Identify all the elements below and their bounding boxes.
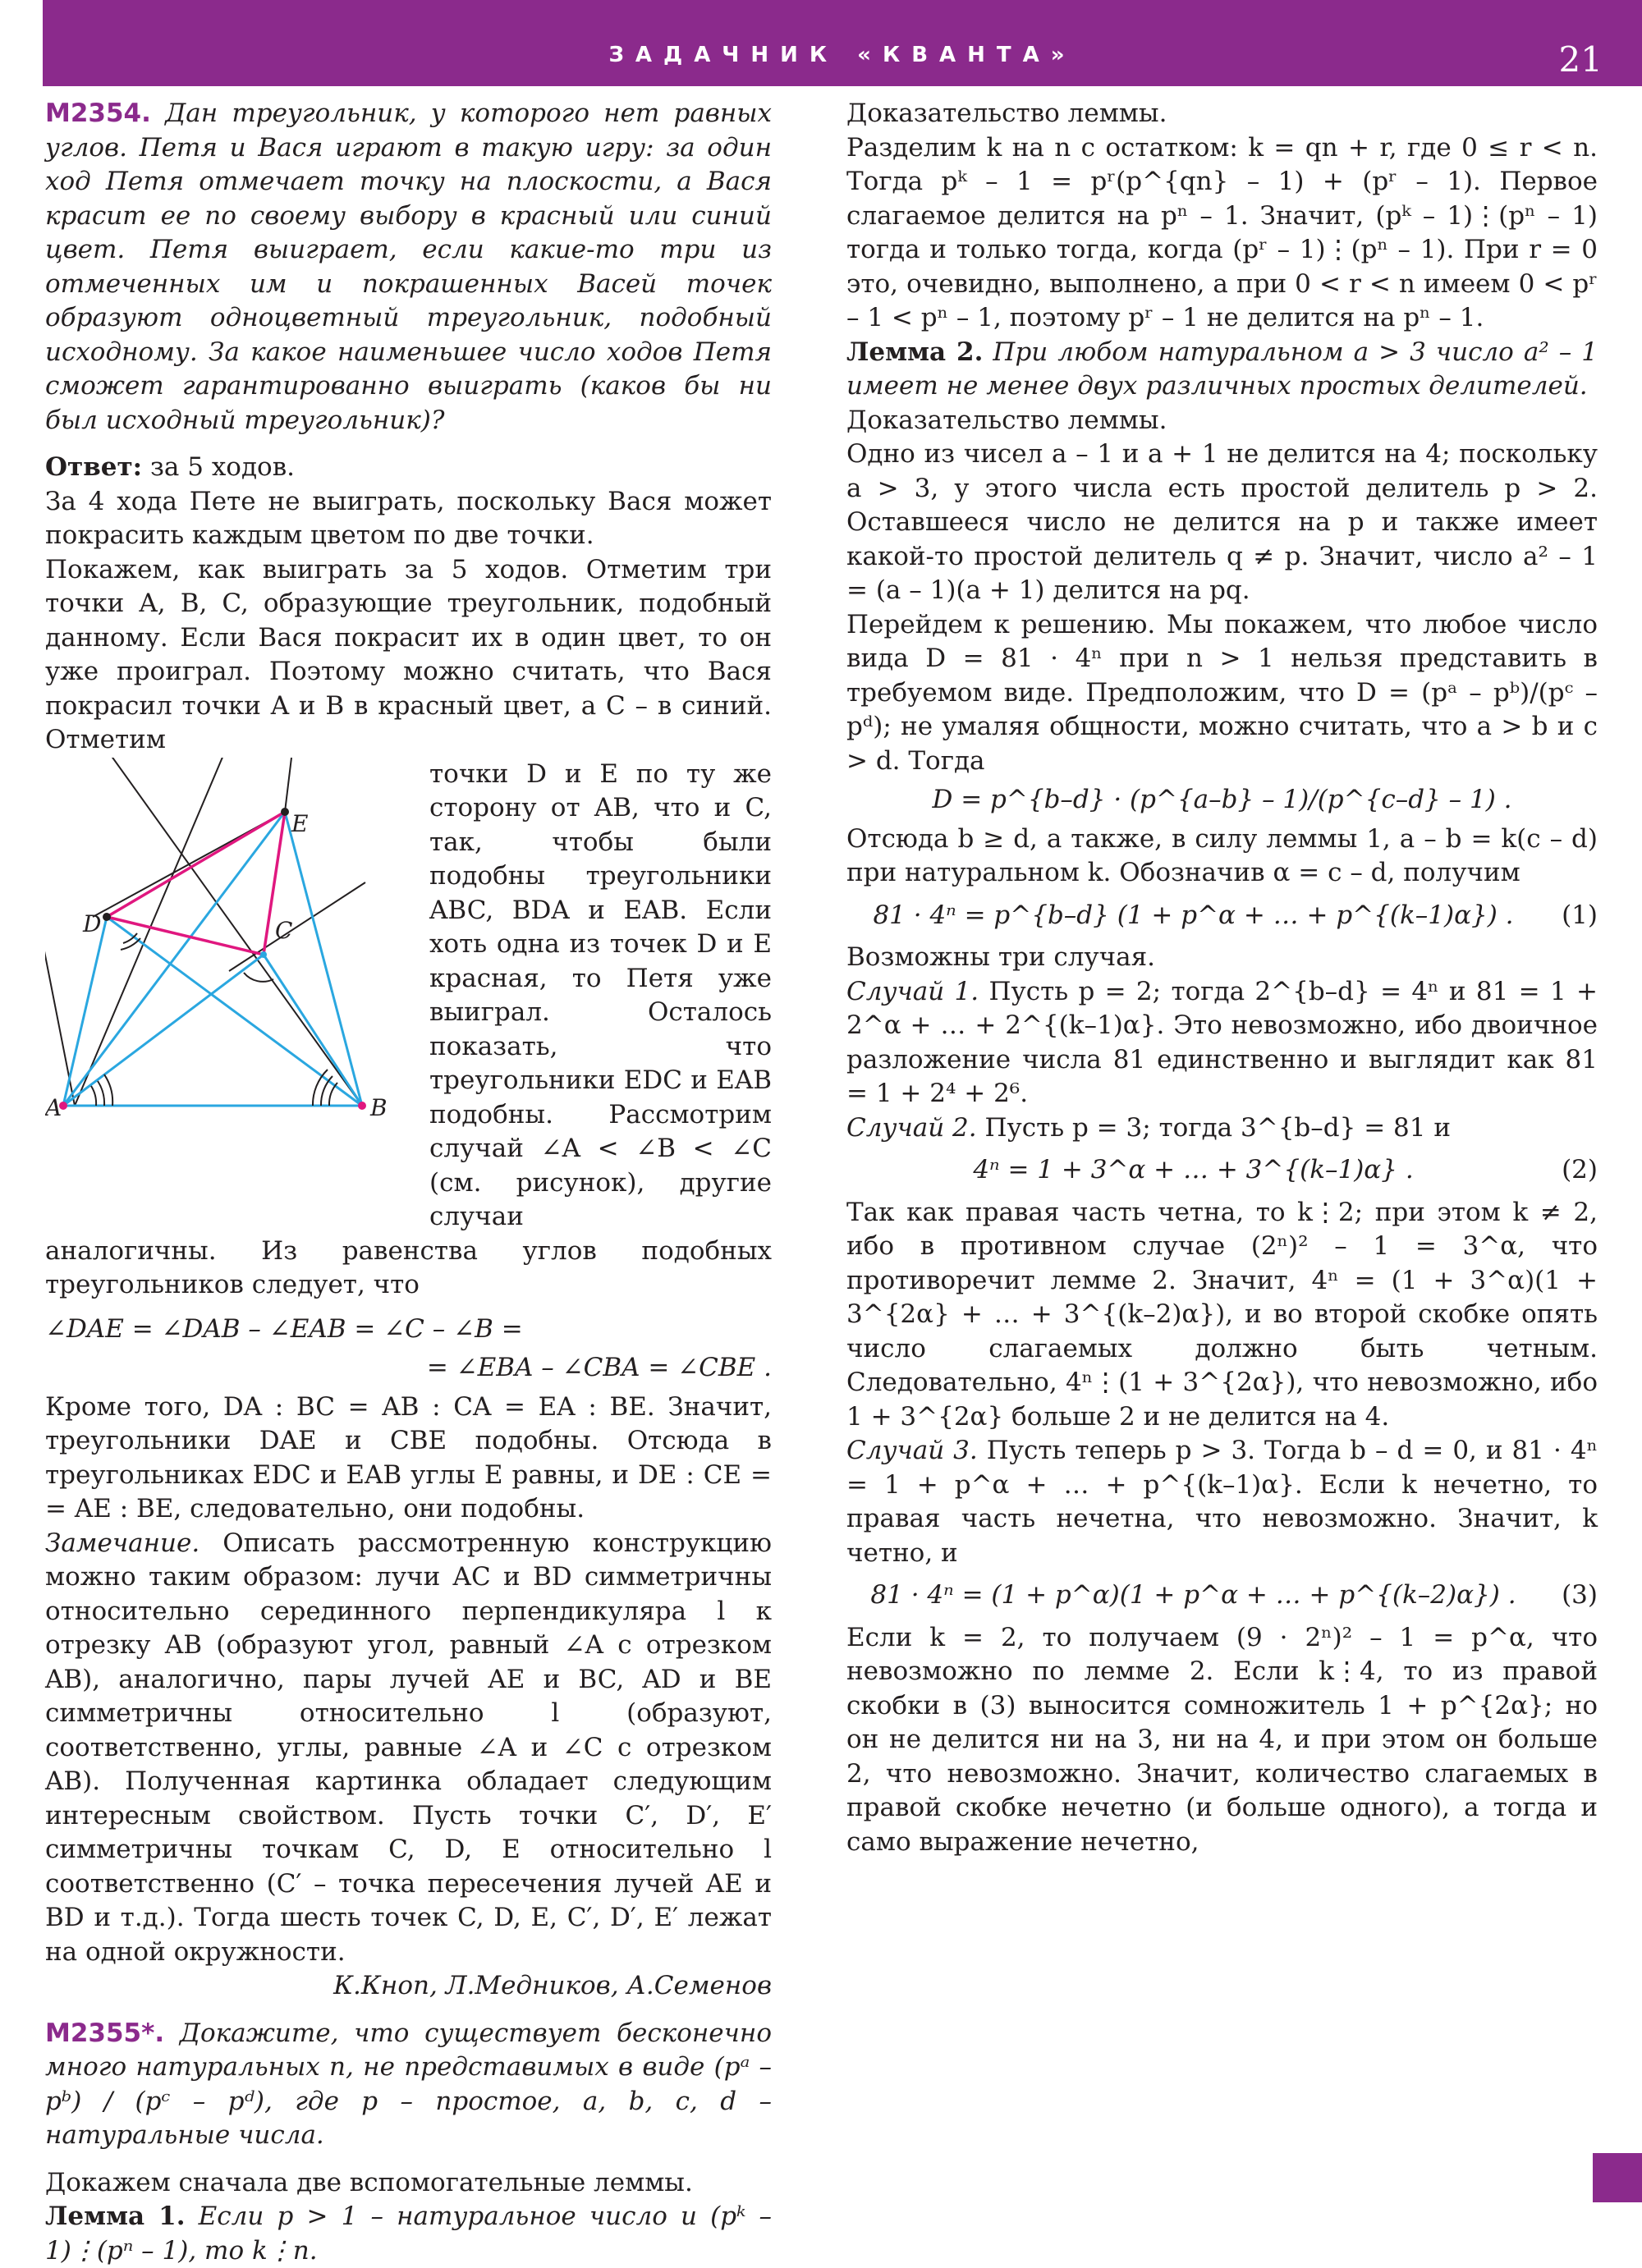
left-column xyxy=(45,97,772,2268)
point-c xyxy=(260,951,267,958)
solution-paragraph-1: За 4 хода Пете не выиграть, поскольку Вася может покрасить каждым цветом по две точки. xyxy=(45,486,772,550)
label-c: C xyxy=(275,916,293,944)
case-2-continued: Так как правая часть четна, то k⋮2; при этом k ≠ 2, ибо в противном случае (2ⁿ)² – 1 = 3^α, что противоречит лемме 2. Значит, 4ⁿ = (1 + 3^α)(1 + 3^{2α} + … + 3^{(k–2)α}), и во второй скобке опять число слагаемых должно быть четным. Следовательно, 4ⁿ⋮(1 + 3^{2α}), что невозможно, ибо 1 + 3^{2α} больше 2 и не делится на 4. xyxy=(846,1197,1598,1432)
answer xyxy=(45,451,772,485)
equation-2-body: 4ⁿ = 1 + 3^α + … + 3^{(k–1)α} . xyxy=(973,1155,1414,1184)
case-2 xyxy=(846,1111,1598,1146)
authors: К.Кноп, Л.Медников, А.Семенов xyxy=(333,1971,772,2000)
answer-text: за 5 ходов. xyxy=(150,452,296,482)
case-2-text: Пусть p = 3; тогда 3^{b–d} = 81 и xyxy=(984,1112,1451,1143)
point-d xyxy=(103,913,111,921)
segment-bd xyxy=(107,917,362,1106)
equation-angles-line-2: = ∠EBA – ∠CBA = ∠CBE . xyxy=(426,1353,772,1382)
equation-1 xyxy=(846,899,1598,933)
label-a: A xyxy=(45,1093,62,1121)
solution-derivation: Отсюда b ≥ d, а также, в силу леммы 1, a – b = k(c – d) при натуральном k. Обозначив α = c – d, получим xyxy=(846,823,1598,887)
problem-statement-m2355-a: Докажите, что существует бесконечно много натуральных n, не представимых в виде xyxy=(45,2018,772,2082)
angle-arc xyxy=(91,1086,96,1106)
case-3-label: Случай 3. xyxy=(846,1436,978,1465)
problem-formula-m2355: (pᵃ – pᵇ) / (pᶜ – pᵈ) xyxy=(45,2052,772,2116)
ray-line xyxy=(285,758,291,812)
solution-paragraph-5: Кроме того, DA : BC = AB : CA = EA : BE. Значит, треугольники DAE и CBE подобны. Отсюда в треугольниках EDC и EAB углы E равны, и DE : CE = = AE : BE, следовательно, они подобны. xyxy=(45,1391,772,1523)
label-b: B xyxy=(370,1093,388,1121)
proof-1: Разделим k на n с остатком: k = qn + r, где 0 ≤ r < n. Тогда pᵏ – 1 = pʳ(p^{qn} – 1) + (pʳ – 1). Первое слагаемое делится на pⁿ – 1. Значит, (pᵏ – 1)⋮(pⁿ – 1) тогда и только тогда, когда (pʳ – 1)⋮(pⁿ – 1). При r = 0 это, очевидно, выполнено, а при 0 < r < n имеем 0 < pʳ – 1 < pⁿ – 1, поэтому pʳ – 1 не делится на pⁿ – 1. xyxy=(846,132,1598,332)
right-column xyxy=(846,97,1598,1859)
footer-accent xyxy=(1593,2153,1642,2202)
problem-label-m2355: М2355*. xyxy=(45,2018,165,2048)
point-e xyxy=(281,808,289,816)
proof-2-title: Доказательство леммы. xyxy=(846,405,1167,435)
case-1 xyxy=(846,975,1598,1111)
remark-text: Описать рассмотренную конструкцию можно таким образом: лучи AC и BD симметричны относительно серединного перпендикуляра l к отрезку AB (образуют угол, равный ∠A с отрезком AB), аналогично, пары лучей AE и BC, AD и BE симметричны относительно l (образуют, соответственно, углы, равные ∠A и ∠C с отрезком AB). Полученная картинка обладает следующим интересным свойством. Пусть точки C′, D′, E′ симметричны точкам C, D, E относительно l соответственно (C′ – точка пересечения лучей AE и BD и т.д.). Тогда шесть точек C, D, E, C′, D′, E′ лежат на одной окружности. xyxy=(45,1528,772,1967)
case-1-label: Случай 1. xyxy=(846,976,979,1006)
case-1-text: Пусть p = 2; тогда 2^{b–d} = 4ⁿ и 81 = 1 + 2^α + … + 2^{(k–1)α}. Это невозможно, ибо двоичное разложение числа 81 единственно и выглядит как 81 = 1 + 2⁴ + 2⁶. xyxy=(846,976,1598,1108)
triangle-edc xyxy=(107,812,285,955)
equation-2 xyxy=(846,1153,1598,1188)
angle-arc xyxy=(98,1081,104,1106)
case-3-text: Пусть теперь p > 3. Тогда b – d = 0, и 81 · 4ⁿ = 1 + p^α + … + p^{(k–1)α}. Если k нечетно, то правая часть нечетна, что невозможно. Значит, k четно, и xyxy=(846,1436,1598,1568)
label-e: E xyxy=(291,809,309,837)
answer-label: Ответ: xyxy=(45,452,143,482)
lemma-2-label: Лемма 2. xyxy=(846,337,984,367)
point-b xyxy=(358,1102,366,1110)
remark-label: Замечание. xyxy=(45,1528,200,1558)
equation-angles-line-1: ∠DAE = ∠DAB – ∠EAB = ∠C – ∠B = xyxy=(45,1313,523,1344)
case-2-label: Случай 2. xyxy=(846,1112,977,1143)
remark xyxy=(45,1527,772,1970)
proof-2: Одно из чисел a – 1 и a + 1 не делится на 4; поскольку a > 3, у этого числа есть простой делитель p > 2. Оставшееся число не делится на p и также имеет какой-то простой делитель q ≠ p. Значит, число a² – 1 = (a – 1)(a + 1) делится на pq. xyxy=(846,439,1598,605)
segment-bc xyxy=(264,955,362,1106)
equation-2-number: (2) xyxy=(1562,1155,1598,1184)
section-title: ЗАДАЧНИК «КВАНТА» xyxy=(608,43,1076,67)
triangle-figure xyxy=(45,758,413,1130)
page-number: 21 xyxy=(1558,39,1603,80)
label-d: D xyxy=(83,909,102,937)
equation-3-body: 81 · 4ⁿ = (1 + p^α)(1 + p^α + … + p^{(k–2)α}) . xyxy=(870,1580,1516,1610)
final-paragraph: Если k = 2, то получаем (9 · 2ⁿ)² – 1 = p^α, что невозможно по лемме 2. Если k⋮4, то из правой скобки в (3) выносится сомножитель 1 + p^{2α}; но он не делится ни на 3, ни на 4, и при этом он больше 2, что невозможно. Значит, количество слагаемых в правой скобке нечетно (и больше одного), а тогда и само выражение нечетно, xyxy=(846,1622,1598,1857)
lemmas-intro: Докажем сначала две вспомогательные леммы. xyxy=(45,2167,693,2197)
lemma-1-label: Лемма 1. xyxy=(45,2202,186,2231)
lemma-2-text: При любом натуральном a > 3 число a² – 1 имеет не менее двух различных простых делителей. xyxy=(846,337,1598,401)
solution-paragraph-3: точки D и E по ту же сторону от AB, что и C, так, чтобы были подобны треугольники ABC, BDA и EAB. Если хоть одна из точек D и E красная, то Петя уже выиграл. Осталось показать, что треугольники EDC и EAB подобны. Рассмотрим случай ∠A < ∠B < ∠C (см. рисунок), другие случаи xyxy=(429,758,772,1231)
equation-3-number: (3) xyxy=(1562,1580,1598,1610)
angle-arc xyxy=(104,1074,112,1106)
proof-1-title: Доказательство леммы. xyxy=(846,99,1167,128)
equation-1-number: (1) xyxy=(1562,900,1598,930)
solution-paragraph-4: аналогичны. Из равенства углов подобных треугольников следует, что xyxy=(45,1235,772,1299)
solution-paragraph-2: Покажем, как выиграть за 5 ходов. Отметим три точки A, B, C, образующие треугольник, подобный данному. Если Вася покрасит их в один цвет, то он уже проиграл. Поэтому можно считать, что Вася покрасил точки A и B в красный цвет, а C – в синий. Отметим xyxy=(45,554,772,754)
problem-statement-m2355-b: , где p – простое, a, b, c, d – натуральные числа. xyxy=(45,2086,772,2150)
problem-statement-m2354: Дан треугольник, у которого нет равных углов. Петя и Вася играют в такую игру: за один ход Петя отмечает точку на плоскости, а Вася красит ее по своему выбору в красный или синий цвет. Петя выиграет, если какие-то три из отмеченных им и покрашенных Васей точек образуют одноцветный треугольник, подобный исходному. За какое наименьшее число ходов Петя сможет гарантированно выиграть (каков бы ни был исходный треугольник)? xyxy=(45,99,773,435)
problem-label-m2354: М2354. xyxy=(45,99,151,128)
cases-intro: Возможны три случая. xyxy=(846,942,1156,972)
segment-be xyxy=(285,809,362,1106)
equation-d: D = p^{b–d} · (p^{a–b} – 1)/(p^{c–d} – 1) . xyxy=(932,785,1512,814)
case-3 xyxy=(846,1434,1598,1570)
lemma-2 xyxy=(846,336,1598,404)
page-header xyxy=(43,0,1642,86)
solution-intro: Перейдем к решению. Мы покажем, что любое число вида D = 81 · 4ⁿ при n > 1 нельзя представить в требуемом виде. Предположим, что D = (pᵃ – pᵇ)/(pᶜ – pᵈ); не умаляя общности, можно считать, что a > b и c > d. Тогда xyxy=(846,609,1598,776)
lemma-1-text: Если p > 1 – натуральное число и (pᵏ – 1)⋮(pⁿ – 1), то k⋮n. xyxy=(45,2202,773,2266)
equation-1-body: 81 · 4ⁿ = p^{b–d} (1 + p^α + … + p^{(k–1)α}) . xyxy=(873,900,1514,930)
ray-line xyxy=(229,882,365,971)
lemma-1 xyxy=(45,2200,772,2268)
problem-m2355 xyxy=(45,2017,772,2153)
equation-3 xyxy=(846,1578,1598,1613)
problem-m2354 xyxy=(45,97,772,438)
ray-line xyxy=(107,758,362,1106)
